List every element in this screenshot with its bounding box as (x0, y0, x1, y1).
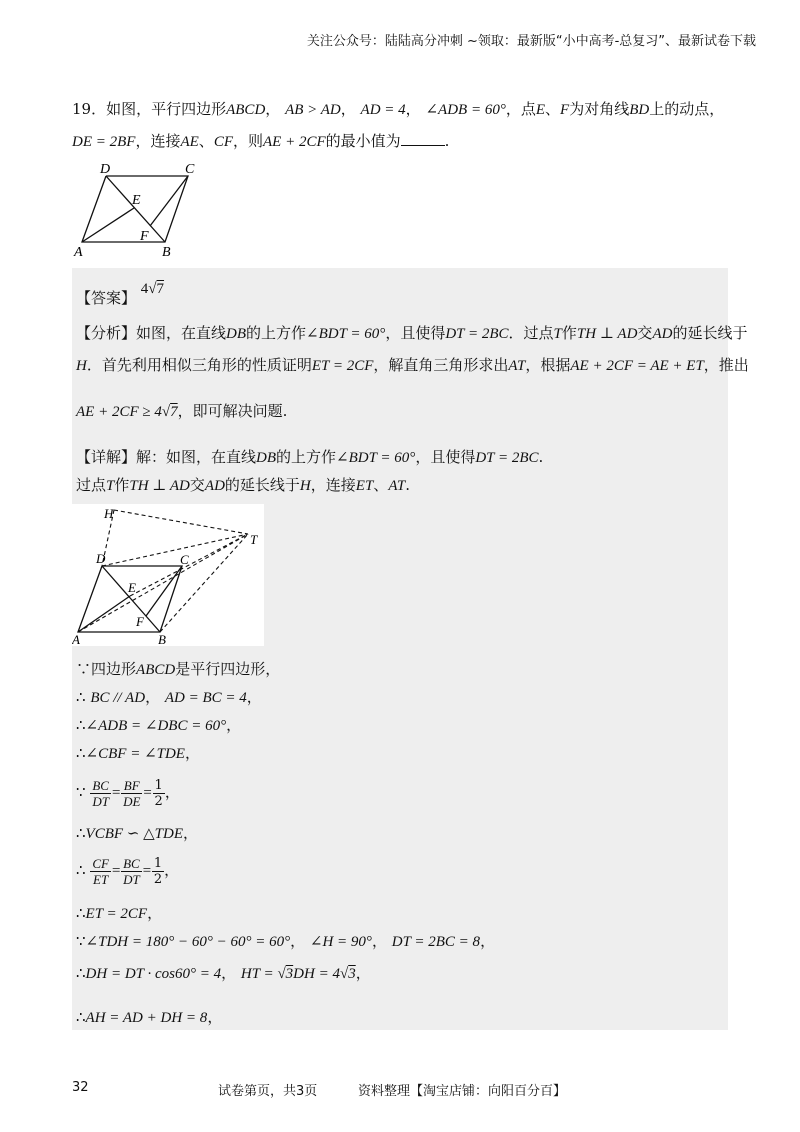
math: AE + 2CF = AE + ET (570, 358, 704, 374)
text: ， (147, 904, 163, 922)
math: AD = BC = 4 (164, 690, 247, 706)
math: DH = DT · cos60° = 4 (85, 966, 222, 982)
label-B: B (162, 245, 171, 260)
detail-line-2 (76, 474, 410, 497)
footer-page-info: 试卷第页，共3页 (218, 1084, 318, 1099)
numerator: CF (92, 855, 109, 871)
equals: = (110, 785, 122, 801)
text: 、 (545, 100, 561, 118)
math: ∠TDH = 180° − 60° − 60° = 60° (85, 934, 291, 950)
because-symbol: ∵ (76, 783, 86, 801)
math: H (299, 478, 311, 494)
fraction (153, 778, 165, 809)
label-C: C (180, 552, 189, 567)
answer-line (76, 280, 164, 305)
equals: = (142, 785, 153, 801)
answer-blank (401, 131, 445, 146)
text: ， (207, 1008, 223, 1026)
math: ABCD (136, 662, 176, 678)
text: . (444, 132, 450, 150)
fraction (121, 856, 142, 887)
detail-label: 【详解】 (76, 448, 137, 466)
equals: = (110, 863, 122, 879)
math: AE + 2CF ≥ 4 (76, 404, 162, 420)
answer-radicand: 7 (156, 281, 165, 297)
because-symbol: ∵ (76, 660, 92, 678)
therefore-symbol: ∴ (76, 1008, 86, 1026)
sqrt-sign: √ (277, 966, 286, 982)
label-B: B (158, 632, 166, 646)
answer-label: 【答案】 (76, 289, 137, 307)
text: ， (164, 783, 180, 801)
math: H (76, 358, 87, 374)
numerator: 1 (153, 855, 163, 871)
label-F: F (140, 229, 149, 244)
numerator: 1 (154, 777, 163, 793)
text: ，解直角三角形求出 (373, 356, 509, 374)
detail-line-1 (76, 446, 543, 469)
text: ， (480, 932, 496, 950)
text: ．过点 (508, 324, 554, 342)
denominator: 2 (154, 793, 163, 809)
denominator: ET (93, 871, 109, 887)
text: . (405, 476, 411, 494)
analysis-line-3 (76, 400, 287, 423)
therefore-symbol: ∴ (76, 716, 86, 734)
math: DT = 2BC (445, 326, 509, 342)
analysis-line-2 (76, 354, 749, 377)
denominator: DT (92, 793, 109, 809)
text: 如图，平行四边形 (106, 100, 227, 118)
proof-step-1 (76, 658, 280, 681)
text: 作 (114, 476, 130, 494)
proof-step-6 (76, 822, 198, 845)
proof-step-4 (76, 742, 200, 765)
fraction (152, 856, 164, 887)
footer-credit: 资料整理【淘宝店铺：向阳百分百】 (358, 1084, 567, 1099)
math: AT (388, 478, 406, 494)
text: ， (405, 100, 421, 118)
label-D: D (100, 162, 111, 177)
math: AD (652, 326, 673, 342)
math: BC // AD (90, 690, 146, 706)
math: ∠ADB = 60° (425, 102, 506, 118)
math: AB > AD (285, 102, 341, 118)
math: AH = AD + DH = 8 (85, 1010, 208, 1026)
analysis-label: 【分析】 (76, 324, 137, 342)
fraction (90, 856, 111, 887)
text: 四边形 (91, 660, 137, 678)
text: ， (184, 744, 200, 762)
text: ， (164, 861, 180, 879)
equals: = (141, 863, 152, 879)
math: ABCD (226, 102, 266, 118)
math: TH ⊥ AD (576, 326, 638, 342)
text: 的最小值为 (325, 132, 401, 150)
label-F: F (136, 614, 144, 629)
label-C: C (185, 162, 195, 177)
proof-step-11 (76, 1006, 222, 1029)
label-E: E (128, 580, 136, 595)
math: 3 (348, 966, 356, 982)
text: ，根据 (525, 356, 571, 374)
text: ， (355, 964, 371, 982)
text: ， (145, 688, 161, 706)
text: ，连接 (135, 132, 181, 150)
text: 如图，在直线 (136, 324, 227, 342)
therefore-symbol: ∴ (76, 964, 86, 982)
solution-area (72, 268, 728, 1030)
text: 解：如图，在直线 (136, 448, 257, 466)
math: ∠CBF = ∠TDE (85, 746, 185, 762)
math: E (535, 102, 546, 118)
label-D: D (96, 551, 106, 566)
label-E: E (132, 193, 141, 208)
math: CF (213, 134, 233, 150)
denominator: DE (123, 793, 141, 809)
text: ，则 (232, 132, 263, 150)
therefore-symbol: ∴ (76, 904, 86, 922)
text: ， (340, 100, 356, 118)
text: ， (182, 824, 198, 842)
therefore-symbol: ∴ (76, 824, 86, 842)
sqrt-sign: √ (339, 966, 349, 982)
text: . (538, 448, 544, 466)
question-line-2 (72, 130, 449, 153)
answer-coef: 4 (140, 281, 149, 297)
denominator: DT (123, 871, 140, 887)
label-T: T (250, 532, 258, 547)
label-A: A (72, 632, 80, 646)
math: 3 (285, 966, 294, 982)
figure-parallelogram (70, 160, 210, 260)
text: 过点 (76, 476, 107, 494)
math: ∠BDT = 60° (306, 326, 386, 342)
math: DB (256, 450, 277, 466)
text: ， (221, 964, 237, 982)
math: TH ⊥ AD (129, 478, 190, 494)
because-symbol: ∵ (76, 932, 86, 950)
math: HT = (240, 966, 278, 982)
text: 交 (189, 476, 205, 494)
text: 的延长线于 (224, 476, 300, 494)
text: ，且使得 (385, 324, 446, 342)
text: ， (290, 932, 306, 950)
math: ET = 2CF (85, 906, 148, 922)
math: T (106, 478, 115, 494)
math: BD (629, 102, 650, 118)
therefore-symbol: ∴ (76, 744, 86, 762)
proof-step-2 (76, 686, 262, 709)
math: DT = 2BC = 8 (391, 934, 481, 950)
math: ET = 2CF (311, 358, 374, 374)
text: ， (265, 100, 281, 118)
therefore-symbol: ∴ (76, 861, 86, 879)
text: ，点 (505, 100, 536, 118)
math: AD = 4 (360, 102, 406, 118)
proof-step-10 (76, 962, 371, 985)
text: 为对角线 (569, 100, 630, 118)
denominator: 2 (153, 871, 163, 887)
math: AT (508, 358, 526, 374)
question-number: 19． (72, 100, 107, 118)
text: 是平行四边形， (175, 660, 281, 678)
text: ，即可解决问题. (177, 402, 288, 420)
figure-construction (72, 504, 264, 646)
text: 、 (198, 132, 214, 150)
math: AD (204, 478, 225, 494)
math: 7 (170, 404, 178, 420)
text: 的上方作 (276, 448, 337, 466)
proof-step-5 (76, 774, 180, 811)
text: ．首先利用相似三角形的性质证明 (86, 356, 312, 374)
sqrt-sign: √ (161, 404, 171, 420)
analysis-line-1 (76, 322, 747, 345)
text: ， (246, 688, 262, 706)
text: ，且使得 (415, 448, 476, 466)
math: DT = 2BC (475, 450, 539, 466)
text: 的延长线于 (672, 324, 748, 342)
math: ∠ADB = ∠DBC = 60° (85, 718, 227, 734)
page-header: 关注公众号：陆陆高分冲刺 ~领取：最新版“小中高考-总复习”、最新试卷下载 (306, 34, 756, 49)
text: 交 (637, 324, 653, 342)
text: ， (226, 716, 242, 734)
math: T (553, 326, 562, 342)
question-line-1 (72, 98, 724, 121)
proof-step-7 (76, 852, 179, 889)
math: ET (355, 478, 374, 494)
text: ， (371, 932, 387, 950)
proof-step-3 (76, 714, 241, 737)
text: 作 (561, 324, 577, 342)
therefore-symbol: ∴ (76, 688, 86, 706)
math: DE = 2BF (72, 134, 136, 150)
label-A: A (74, 245, 83, 260)
figure-background (72, 504, 264, 646)
text: 、 (373, 476, 389, 494)
math: DH = 4 (293, 966, 340, 982)
math: ∠H = 90° (309, 934, 372, 950)
text: ，推出 (703, 356, 749, 374)
text: 的上方作 (246, 324, 307, 342)
text: ，连接 (310, 476, 356, 494)
math: ∠BDT = 60° (336, 450, 416, 466)
page-number: 32 (72, 1080, 89, 1095)
math: DB (226, 326, 247, 342)
answer-value: 4√7 (140, 281, 165, 297)
math: VCBF ∽ △TDE (85, 826, 183, 842)
math: AE (180, 134, 199, 150)
proof-step-9 (76, 930, 495, 953)
fraction (121, 778, 142, 809)
fraction (90, 778, 111, 809)
numerator: BC (123, 855, 140, 871)
proof-step-8 (76, 902, 162, 925)
math: F (560, 102, 570, 118)
math: AE + 2CF (263, 134, 326, 150)
numerator: BF (121, 778, 142, 794)
numerator: BC (92, 777, 109, 793)
text: 上的动点， (649, 100, 725, 118)
label-H: H (104, 506, 114, 521)
